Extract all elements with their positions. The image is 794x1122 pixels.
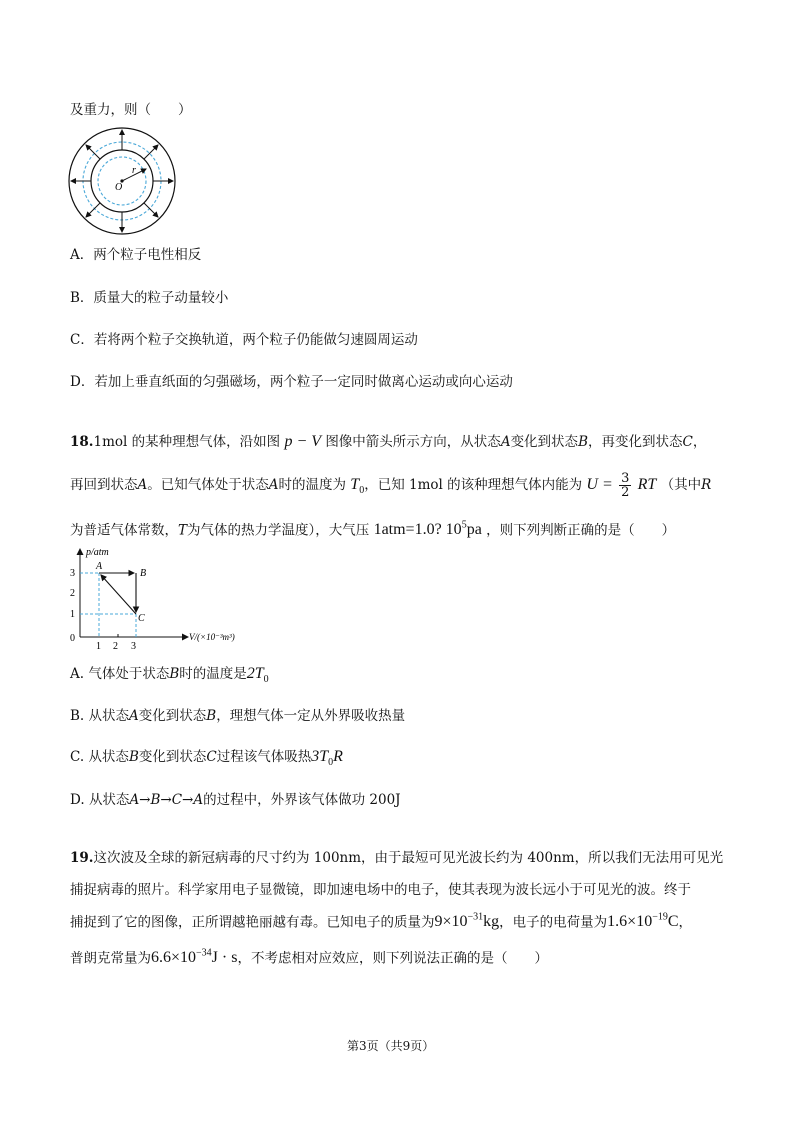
q17-option-c: C．若将两个粒子交换轨道，两个粒子仍能做匀速圆周运动 <box>70 332 418 348</box>
process-c-to-a <box>101 575 136 614</box>
point-c-label: C <box>138 613 145 624</box>
q19-stem-line3: 捕捉到了它的图像，正所谓越艳丽越有毒。已知电子的质量为$9\times 10^{-31}kg$，电子的电荷量为$1.6\times 10^{-19}C$， <box>70 912 693 931</box>
q18-option-d: D. 从状态A→B→C→A的过程中，外界该气体做功 200J <box>70 792 401 808</box>
y-axis-label: p/atm <box>86 547 109 558</box>
q18-number: 18. <box>70 434 94 450</box>
q19-stem-line2: 捕捉病毒的照片。科学家用电子显微镜，即加速电场中的电子，使其表现为波长远小于可见光的波。终于 <box>70 882 691 898</box>
three-halves-fraction: $\frac{3}{2}$ <box>621 471 630 500</box>
y-tick-3: 3 <box>70 568 75 579</box>
q19-number: 19. <box>70 850 94 866</box>
q17-option-b: B．质量大的粒子动量较小 <box>70 290 229 306</box>
page-footer: 第3页（共9页） <box>347 1039 435 1053</box>
point-a-label: A <box>96 561 103 572</box>
q18-option-c: C. 从状态B变化到状态C过程该气体吸热$3T_0R$ <box>70 748 343 769</box>
center-label-o: O <box>115 182 123 193</box>
q18-option-a: A. 气体处于状态B时的温度是$2T_0$ <box>70 665 269 686</box>
x-tick-1: 1 <box>96 641 101 651</box>
question-17-stem-end: 及重力，则（ ） <box>70 102 192 118</box>
x-tick-2: 2 <box>113 641 118 651</box>
radius-label-r: r <box>132 165 136 176</box>
x-axis-label: V/(×10⁻³m³) <box>189 632 235 642</box>
q18-pv-graph <box>68 545 258 651</box>
q17-option-a: A．两个粒子电性相反 <box>70 247 202 263</box>
y-tick-0: 0 <box>70 633 75 644</box>
point-b-label: B <box>140 568 147 579</box>
q19-stem-line4: 普朗克常量为$6.6\times 10^{-34}J \cdot s$，不考虑相对应效应，则下列说法正确的是（ ） <box>70 948 548 967</box>
y-tick-1: 1 <box>70 609 75 620</box>
q18-stem-line1: 18.1mol 的某种理想气体，沿如图 p − V 图像中箭头所示方向，从状态A变化到状态B，再变化到状态C， <box>70 433 707 450</box>
q18-option-b: B. 从状态A变化到状态B，理想气体一定从外界吸收热量 <box>70 708 406 724</box>
q17-option-d: D．若加上垂直纸面的匀强磁场，两个粒子一定同时做离心运动或向心运动 <box>70 374 513 390</box>
q17-field-figure <box>66 125 178 237</box>
q19-stem-line1: 19.这次波及全球的新冠病毒的尺寸约为 100nm，由于最短可见光波长约为 400nm，所以我们无法用可见光 <box>70 850 724 866</box>
q18-stem-line2: 再回到状态A。已知气体处于状态A时的温度为 $T_0$，已知 1mol 的该种理想气体内能为 U = $\frac{3}{2}$ RT （其中R <box>70 471 712 500</box>
x-tick-3: 3 <box>131 641 136 651</box>
q18-stem-line3: 为普适气体常数，T为气体的热力学温度），大气压 1atm=1.0? $10^5pa$ ，则下列判断正确的是（ ） <box>70 520 676 539</box>
y-tick-2: 2 <box>70 588 75 599</box>
